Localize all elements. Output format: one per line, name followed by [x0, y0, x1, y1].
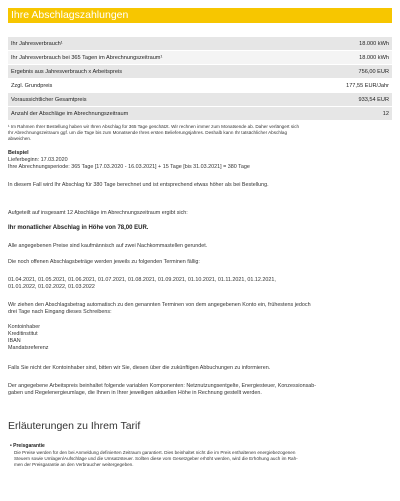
row-label: Anzahl der Abschläge im Abrechnungszeitraum [11, 110, 129, 117]
row-value: 933,54 EUR [358, 96, 389, 103]
account-holder: Kontoinhaber [8, 324, 41, 330]
row-value: 177,55 EUR/Jahr [346, 82, 389, 89]
example-line: Ihre Abrechnungsperiode: 365 Tage [17.03.2020 - 16.03.2021] + 15 Tage [bis 31.03.2021] = 380 Tage [8, 164, 250, 170]
guarantee-line: Die Preise werden für den bei Anmeldung definierten Zeitraum garantiert. Dies beinhaltet nicht die im Preis enthaltenen energiebezogenen [14, 450, 296, 455]
section-header: Ihre Abschlagszahlungen [8, 8, 392, 23]
due-dates-intro: Die noch offenen Abschlagsbeträge werden jeweils zu folgenden Terminen fällig: [8, 259, 200, 265]
row-value: 12 [382, 110, 389, 117]
footnote-line: Ihr Abrechnungszeitraum ggf. um die Tage bis zum Monatsende Ihres ersten Belieferungsjahres. Deshalb kann Ihr tatsächlicher Abschlag [8, 130, 288, 135]
monthly-payment: Ihr monatlicher Abschlag in Höhe von 78,00 EUR. [8, 225, 149, 231]
price-guarantee-text [14, 450, 386, 468]
row-label: Ergebnis aus Jahresverbrauch x Arbeitspreis [11, 68, 122, 75]
guarantee-line: Steuern sowie Umlagen/Aufschläge und die Umsatzsteuer. Sollten diese vom Gesetzgeber erhöht werden, wird die Erhöhung auch im Rah- [14, 456, 298, 461]
due-dates [8, 277, 392, 291]
bullet-icon: • [10, 443, 12, 449]
table-row [8, 107, 392, 121]
guarantee-line: men der Preisgarantie an den Verbraucher weitergegeben. [14, 462, 134, 467]
price-guarantee-title [10, 443, 45, 449]
footnote-line: ¹ Im Rahmen Ihrer Bestellung haben wir Ihren Abschlag für 365 Tage geschätzt. Wir rechnen immer zum Monatsende ab. Daher verlängert sich [8, 124, 299, 129]
components-line: Der angegebene Arbeitspreis beinhaltet folgende variablen Komponenten: Netznutzungsentgelte, Energiesteuer, Konzessionsab- [8, 383, 317, 389]
payment-table [8, 37, 392, 121]
account-bank: Kreditinstitut [8, 331, 38, 337]
row-value: 18.000 kWh [359, 40, 389, 47]
tarif-heading: Erläuterungen zu Ihrem Tarif [8, 420, 141, 432]
table-row [8, 37, 392, 51]
table-row [8, 79, 392, 93]
account-mandate: Mandatsreferenz [8, 345, 49, 351]
table-row [8, 93, 392, 107]
row-label: Ihr Jahresverbrauch¹ [11, 40, 63, 47]
footnote [8, 124, 392, 142]
row-value: 18.000 kWh [359, 54, 389, 61]
table-row [8, 65, 392, 79]
example-title: Beispiel [8, 150, 29, 156]
row-value: 756,00 EUR [358, 68, 389, 75]
table-row [8, 51, 392, 65]
example-conclusion: In diesem Fall wird Ihr Abschlag für 380 Tage berechnet und ist entsprechend etwas höher als bei Bestellung. [8, 182, 269, 188]
price-components [8, 383, 392, 397]
holder-notice: Falls Sie nicht der Kontoinhaber sind, bitten wir Sie, diesen über die zukünftigen Abbuchungen zu informieren. [8, 365, 271, 371]
example-block [8, 150, 392, 171]
debit-line: Wir ziehen den Abschlagsbetrag automatisch zu den genannten Terminen von dem angegebenen Konto ein, frühestens jedoch [8, 302, 311, 308]
rounding-note: Alle angegebenen Preise sind kaufmännisch auf zwei Nachkommastellen gerundet. [8, 243, 208, 249]
components-line: gaben und Regelenergieumlage, die Ihnen in Ihrer jeweiligen aktuellen Höhe in Rechnung gestellt werden. [8, 390, 262, 396]
debit-note [8, 302, 392, 316]
example-line: Lieferbeginn: 17.03.2020 [8, 157, 68, 163]
account-iban: IBAN [8, 338, 21, 344]
row-label: Zzgl. Grundpreis [11, 82, 53, 89]
account-details [8, 324, 392, 352]
debit-line: drei Tage nach Eingang dieses Schreibens: [8, 309, 112, 315]
footnote-line: abweichen. [8, 136, 32, 141]
row-label: Voraussichtlicher Gesamtpreis [11, 96, 87, 103]
price-guarantee-label: Preisgarantie [13, 443, 45, 449]
payment-intro: Aufgeteilt auf insgesamt 12 Abschläge im Abrechnungszeitraum ergibt sich: [8, 210, 188, 216]
due-dates-line: 01.04.2021, 01.05.2021, 01.06.2021, 01.07.2021, 01.08.2021, 01.09.2021, 01.10.2021, 01.11.2021, 01.12.2021, [8, 277, 276, 283]
due-dates-line: 01.01.2022, 01.02.2022, 01.03.2022 [8, 284, 95, 290]
row-label: Ihr Jahresverbrauch bei 365 Tagen im Abrechnungszeitraum¹ [11, 54, 163, 61]
